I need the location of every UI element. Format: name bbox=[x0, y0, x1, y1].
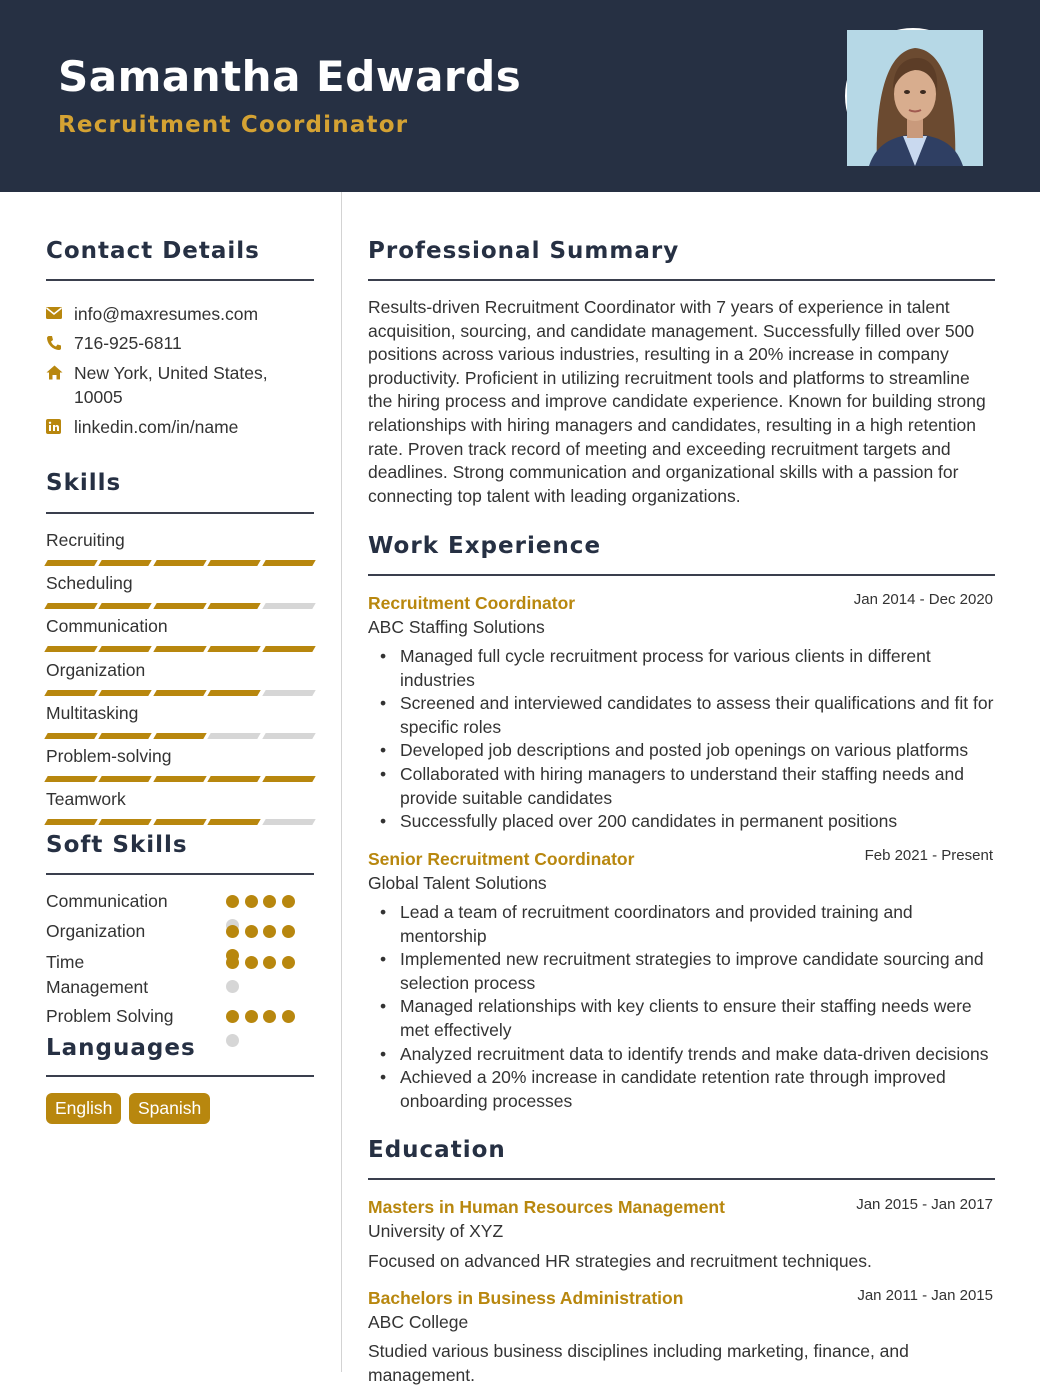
degree-description: Focused on advanced HR strategies and recruitment techniques. bbox=[368, 1251, 872, 1271]
job-company: ABC Staffing Solutions bbox=[368, 617, 545, 637]
soft-skills-heading: Soft Skills bbox=[46, 832, 188, 858]
email-text: info@maxresumes.com bbox=[74, 304, 259, 324]
degree-description: Studied various business disciplines including marketing, finance, and management. bbox=[368, 1341, 909, 1385]
skill-level-bar bbox=[46, 733, 314, 739]
skill-level-segment bbox=[44, 733, 98, 739]
resume-header bbox=[0, 0, 1040, 192]
candidate-title: Recruitment Coordinator bbox=[58, 112, 409, 138]
contact-heading: Contact Details bbox=[46, 238, 260, 264]
job-bullet: • Screened and interviewed candidates to assess their qualifications and fit for specific roles bbox=[400, 692, 996, 739]
contact-address bbox=[46, 361, 314, 409]
soft-skill-rating-dot bbox=[282, 895, 295, 908]
soft-skill-rating-dot bbox=[282, 956, 295, 969]
skill-level-segment bbox=[44, 690, 98, 696]
skill-level-segment bbox=[262, 776, 316, 782]
language-badge: English bbox=[46, 1093, 121, 1124]
skill-level-segment bbox=[44, 776, 98, 782]
degree-dates: Jan 2015 - Jan 2017 bbox=[856, 1196, 993, 1213]
skill-level-segment bbox=[44, 560, 98, 566]
skill-level-segment bbox=[99, 646, 153, 652]
skill-level-bar bbox=[46, 646, 314, 652]
skill-level-segment bbox=[153, 646, 207, 652]
candidate-name: Samantha Edwards bbox=[58, 52, 522, 101]
soft-skill-rating-dot bbox=[263, 1010, 276, 1023]
languages-rule bbox=[46, 1075, 314, 1077]
job-dates: Feb 2021 - Present bbox=[864, 847, 993, 864]
degree-title: Masters in Human Resources Management bbox=[368, 1197, 725, 1217]
phone-icon bbox=[46, 331, 74, 355]
job-bullet: • Analyzed recruitment data to identify trends and make data-driven decisions bbox=[400, 1043, 996, 1067]
summary-rule bbox=[368, 279, 995, 281]
soft-skill-name: Problem Solving bbox=[46, 1006, 174, 1026]
skill-level-segment bbox=[44, 603, 98, 609]
job-bullet: • Achieved a 20% increase in candidate retention rate through improved onboarding processes bbox=[400, 1066, 996, 1113]
soft-skill-rating-dot bbox=[226, 895, 239, 908]
column-divider bbox=[341, 192, 342, 1372]
skill-level-segment bbox=[99, 776, 153, 782]
skill-level-segment bbox=[207, 819, 261, 825]
job-company: Global Talent Solutions bbox=[368, 873, 547, 893]
contact-linkedin[interactable] bbox=[46, 415, 314, 439]
soft-skill-rating-dot bbox=[263, 895, 276, 908]
soft-skill-rating-dot bbox=[245, 895, 258, 908]
skill-level-segment bbox=[44, 819, 98, 825]
skill-name: Communication bbox=[46, 616, 168, 637]
skill-level-bar bbox=[46, 819, 314, 825]
skill-level-segment bbox=[207, 603, 261, 609]
profile-photo bbox=[845, 28, 981, 164]
skill-name: Multitasking bbox=[46, 702, 139, 723]
skill-name: Organization bbox=[46, 659, 146, 680]
skill-level-segment bbox=[207, 690, 261, 696]
soft-skill-name: Organization bbox=[46, 921, 146, 941]
skill-level-bar bbox=[46, 560, 314, 566]
envelope-icon bbox=[46, 302, 74, 326]
experience-heading: Work Experience bbox=[368, 533, 602, 559]
soft-skill-rating-dot bbox=[226, 1010, 239, 1023]
skills-rule bbox=[46, 512, 314, 514]
skill-name: Teamwork bbox=[46, 789, 126, 810]
contact-email[interactable] bbox=[46, 302, 314, 326]
skill-level-segment bbox=[99, 560, 153, 566]
language-badge: Spanish bbox=[129, 1093, 210, 1124]
job-bullet: • Successfully placed over 200 candidates in permanent positions bbox=[400, 810, 996, 834]
experience-rule bbox=[368, 574, 995, 576]
skill-level-segment bbox=[262, 646, 316, 652]
skill-level-segment bbox=[207, 733, 261, 739]
soft-skill-rating-dot bbox=[263, 956, 276, 969]
skill-level-segment bbox=[153, 690, 207, 696]
skill-level-segment bbox=[44, 646, 98, 652]
job-bullet: • Lead a team of recruitment coordinators and provided training and mentorship bbox=[400, 901, 996, 948]
soft-skill-name: Communication bbox=[46, 891, 168, 911]
job-bullet: • Collaborated with hiring managers to understand their staffing needs and provide suitable candidates bbox=[400, 763, 996, 810]
skill-level-segment bbox=[207, 776, 261, 782]
soft-skills-rule bbox=[46, 873, 314, 875]
job-title: Senior Recruitment Coordinator bbox=[368, 849, 635, 869]
soft-skill-rating-dot bbox=[282, 1010, 295, 1023]
address-text: New York, United States, 10005 bbox=[74, 363, 268, 407]
job-bullet: • Managed relationships with key clients to ensure their staffing needs were met effectively bbox=[400, 995, 996, 1042]
skill-level-segment bbox=[99, 690, 153, 696]
education-rule bbox=[368, 1178, 995, 1180]
skill-level-segment bbox=[207, 560, 261, 566]
summary-heading: Professional Summary bbox=[368, 238, 680, 264]
soft-skill-rating-dot bbox=[245, 956, 258, 969]
degree-title: Bachelors in Business Administration bbox=[368, 1288, 684, 1308]
degree-dates: Jan 2011 - Jan 2015 bbox=[857, 1287, 993, 1304]
skill-level-segment bbox=[99, 819, 153, 825]
contact-phone[interactable] bbox=[46, 331, 314, 355]
job-bullets bbox=[400, 901, 996, 1113]
languages-heading: Languages bbox=[46, 1035, 196, 1061]
skill-level-segment bbox=[262, 690, 316, 696]
contact-rule bbox=[46, 279, 314, 281]
degree-school: University of XYZ bbox=[368, 1221, 504, 1241]
skill-name: Scheduling bbox=[46, 573, 133, 594]
linkedin-text: linkedin.com/in/name bbox=[74, 417, 239, 437]
job-bullet: • Implemented new recruitment strategies to improve candidate sourcing and selection process bbox=[400, 948, 996, 995]
soft-skill-rating-dot bbox=[226, 925, 239, 938]
skill-level-bar bbox=[46, 603, 314, 609]
skills-heading: Skills bbox=[46, 470, 122, 496]
skill-level-segment bbox=[153, 560, 207, 566]
phone-text: 716-925-6811 bbox=[74, 333, 182, 353]
skill-level-segment bbox=[153, 776, 207, 782]
skill-level-segment bbox=[207, 646, 261, 652]
skill-level-segment bbox=[262, 819, 316, 825]
skill-level-segment bbox=[262, 603, 316, 609]
home-icon bbox=[46, 361, 74, 409]
job-dates: Jan 2014 - Dec 2020 bbox=[853, 591, 993, 608]
skill-level-bar bbox=[46, 690, 314, 696]
skill-level-segment bbox=[153, 733, 207, 739]
linkedin-icon bbox=[46, 415, 74, 439]
skill-level-segment bbox=[262, 560, 316, 566]
soft-skill-name: Time Management bbox=[46, 952, 149, 997]
skill-level-bar bbox=[46, 776, 314, 782]
soft-skill-rating-dot bbox=[245, 1010, 258, 1023]
job-bullets bbox=[400, 645, 996, 834]
soft-skill-rating-dot bbox=[282, 925, 295, 938]
degree-school: ABC College bbox=[368, 1312, 469, 1332]
skill-level-segment bbox=[99, 603, 153, 609]
skill-level-segment bbox=[99, 733, 153, 739]
skill-name: Recruiting bbox=[46, 530, 125, 550]
soft-skill-rating-dot bbox=[226, 980, 239, 993]
soft-skill-rating-dot bbox=[226, 956, 239, 969]
skill-level-segment bbox=[262, 733, 316, 739]
soft-skill-rating-dot bbox=[263, 925, 276, 938]
soft-skill-rating-dot bbox=[226, 1034, 239, 1047]
job-bullet: • Managed full cycle recruitment process for various clients in different industries bbox=[400, 645, 996, 692]
skill-level-segment bbox=[153, 603, 207, 609]
skill-name: Problem-solving bbox=[46, 746, 172, 766]
summary-text: Results-driven Recruitment Coordinator with 7 years of experience in talent acquisition, sourcing, and candidate management. Successfully filled over 500 positions across various industries, resulting in a 20% increase in company productivity. Proficient in utilizing recruitment tools and platforms to streamline the hiring process and improve candidate experience. Known for building strong relationships with hiring managers and candidates, resulting in a high retention rate. Proven track record of meeting and exceeding recruitment targets and deadlines. Strong communication and organizational skills with a passion for connecting top talent with leading organizations. bbox=[368, 297, 986, 506]
soft-skill-rating-dot bbox=[245, 925, 258, 938]
job-title: Recruitment Coordinator bbox=[368, 593, 576, 613]
job-bullet: • Developed job descriptions and posted job openings on various platforms bbox=[400, 739, 996, 763]
skill-level-segment bbox=[153, 819, 207, 825]
education-heading: Education bbox=[368, 1137, 506, 1163]
